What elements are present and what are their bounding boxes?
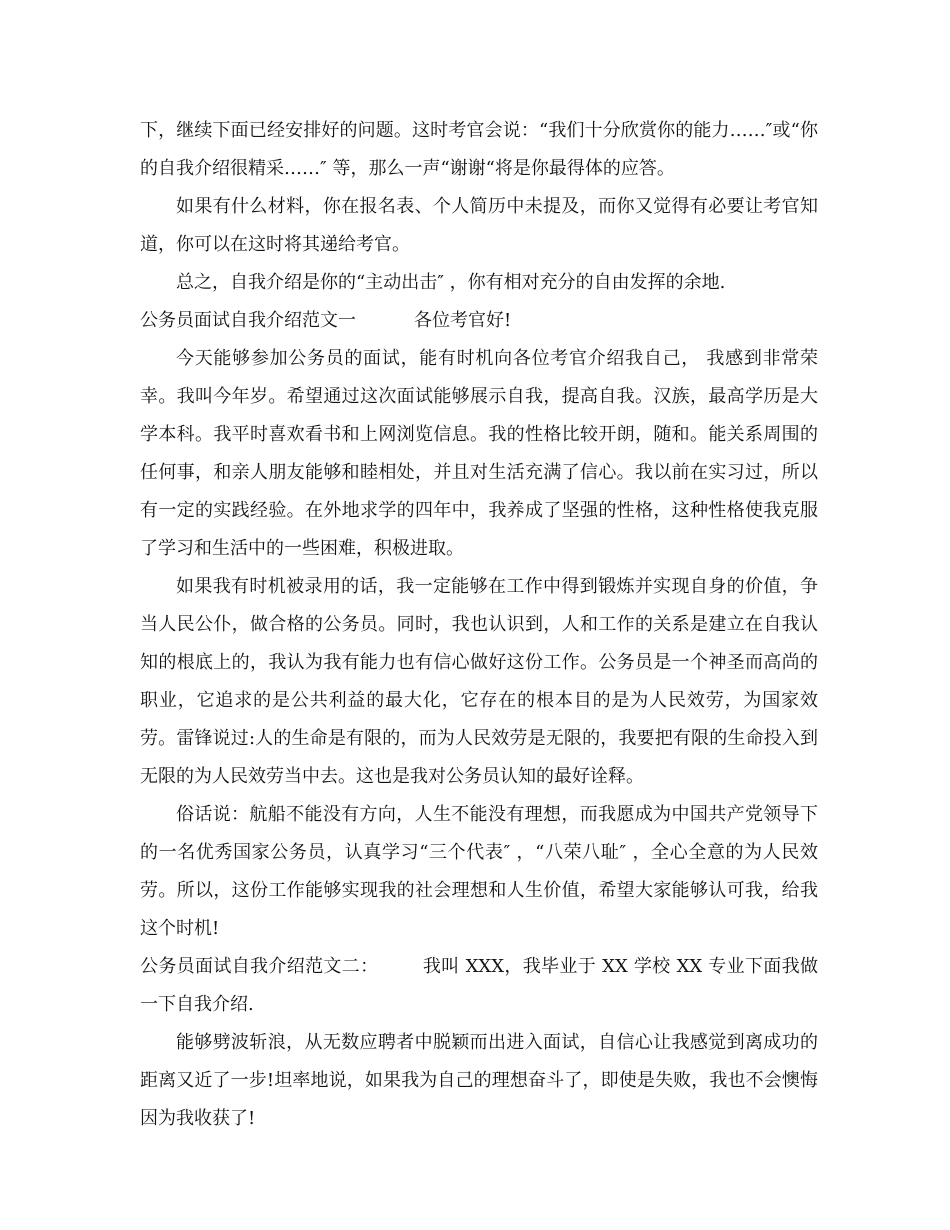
section-two-title: 公务员面试自我介绍范文二：	[140, 956, 379, 977]
body-paragraph: 总之，自我介绍是你的“主动出击″ ，你有相对充分的自由发挥的余地.	[176, 272, 726, 293]
body-paragraph: 如果我有时机被录用的话，我一定能够在工作中得到锻炼并实现自身的价值，争当人民公仆，做合格的公务员。同时，我也认识到，人和工作的关系是建立在自我认知的根底上的，我认为我有能力也有信心做好这份工作。公务员是一个神圣而高尚的职业，它追求的是公共利益的最大化，它存在的根本目的是为人民效劳，为国家效劳。雷锋说过:人的生命是有限的，而为人民效劳是无限的，我要把有限的生命投入到无限的为人民效劳当中去。这也是我对公务员认知的最好诠释。	[140, 576, 818, 787]
document-body	[140, 112, 818, 1138]
section-one-greeting: 各位考官好!	[414, 310, 512, 331]
body-paragraph: 俗话说：航船不能没有方向，人生不能没有理想，而我愿成为中国共产党领导下的一名优秀国家公务员，认真学习“三个代表″ ，“八荣八耻″ ，全心全意的为人民效劳。所以，这份工作能够实现我的社会理想和人生价值，希望大家能够认可我，给我这个时机!	[140, 804, 818, 939]
body-paragraph: 下，继续下面已经安排好的问题。这时考官会说：“我们十分欣赏你的能力……″或“你的自我介绍很精采……″ 等，那么一声“谢谢“将是你最得体的应答。	[140, 120, 818, 179]
body-paragraph: 今天能够参加公务员的面试，能有时机向各位考官介绍我自己， 我感到非常荣幸。我叫今年岁。希望通过这次面试能够展示自我，提高自我。汉族，最高学历是大学本科。我平时喜欢看书和上网浏览信息。我的性格比较开朗，随和。能关系周围的任何事，和亲人朋友能够和睦相处，并且对生活充满了信心。我以前在实习过，所以有一定的实践经验。在外地求学的四年中，我养成了坚强的性格，这种性格使我克服了学习和生活中的一些困难，积极进取。	[140, 348, 818, 559]
body-paragraph: 能够劈波斩浪，从无数应聘者中脱颖而出进入面试，自信心让我感觉到离成功的距离又近了一步!坦率地说，如果我为自己的理想奋斗了，即使是失败，我也不会懊悔因为我收获了!	[140, 1032, 818, 1129]
section-one-heading	[140, 302, 818, 340]
section-two-intro: 我叫 XXX，我毕业于 XX 学校 XX 专业下面我做一下自我介绍.	[140, 956, 818, 1015]
section-two-heading	[140, 948, 818, 1024]
section-one-title: 公务员面试自我介绍范文一	[140, 310, 356, 331]
body-paragraph: 如果有什么材料，你在报名表、个人简历中未提及，而你又觉得有必要让考官知道，你可以在这时将其递给考官。	[140, 196, 818, 255]
